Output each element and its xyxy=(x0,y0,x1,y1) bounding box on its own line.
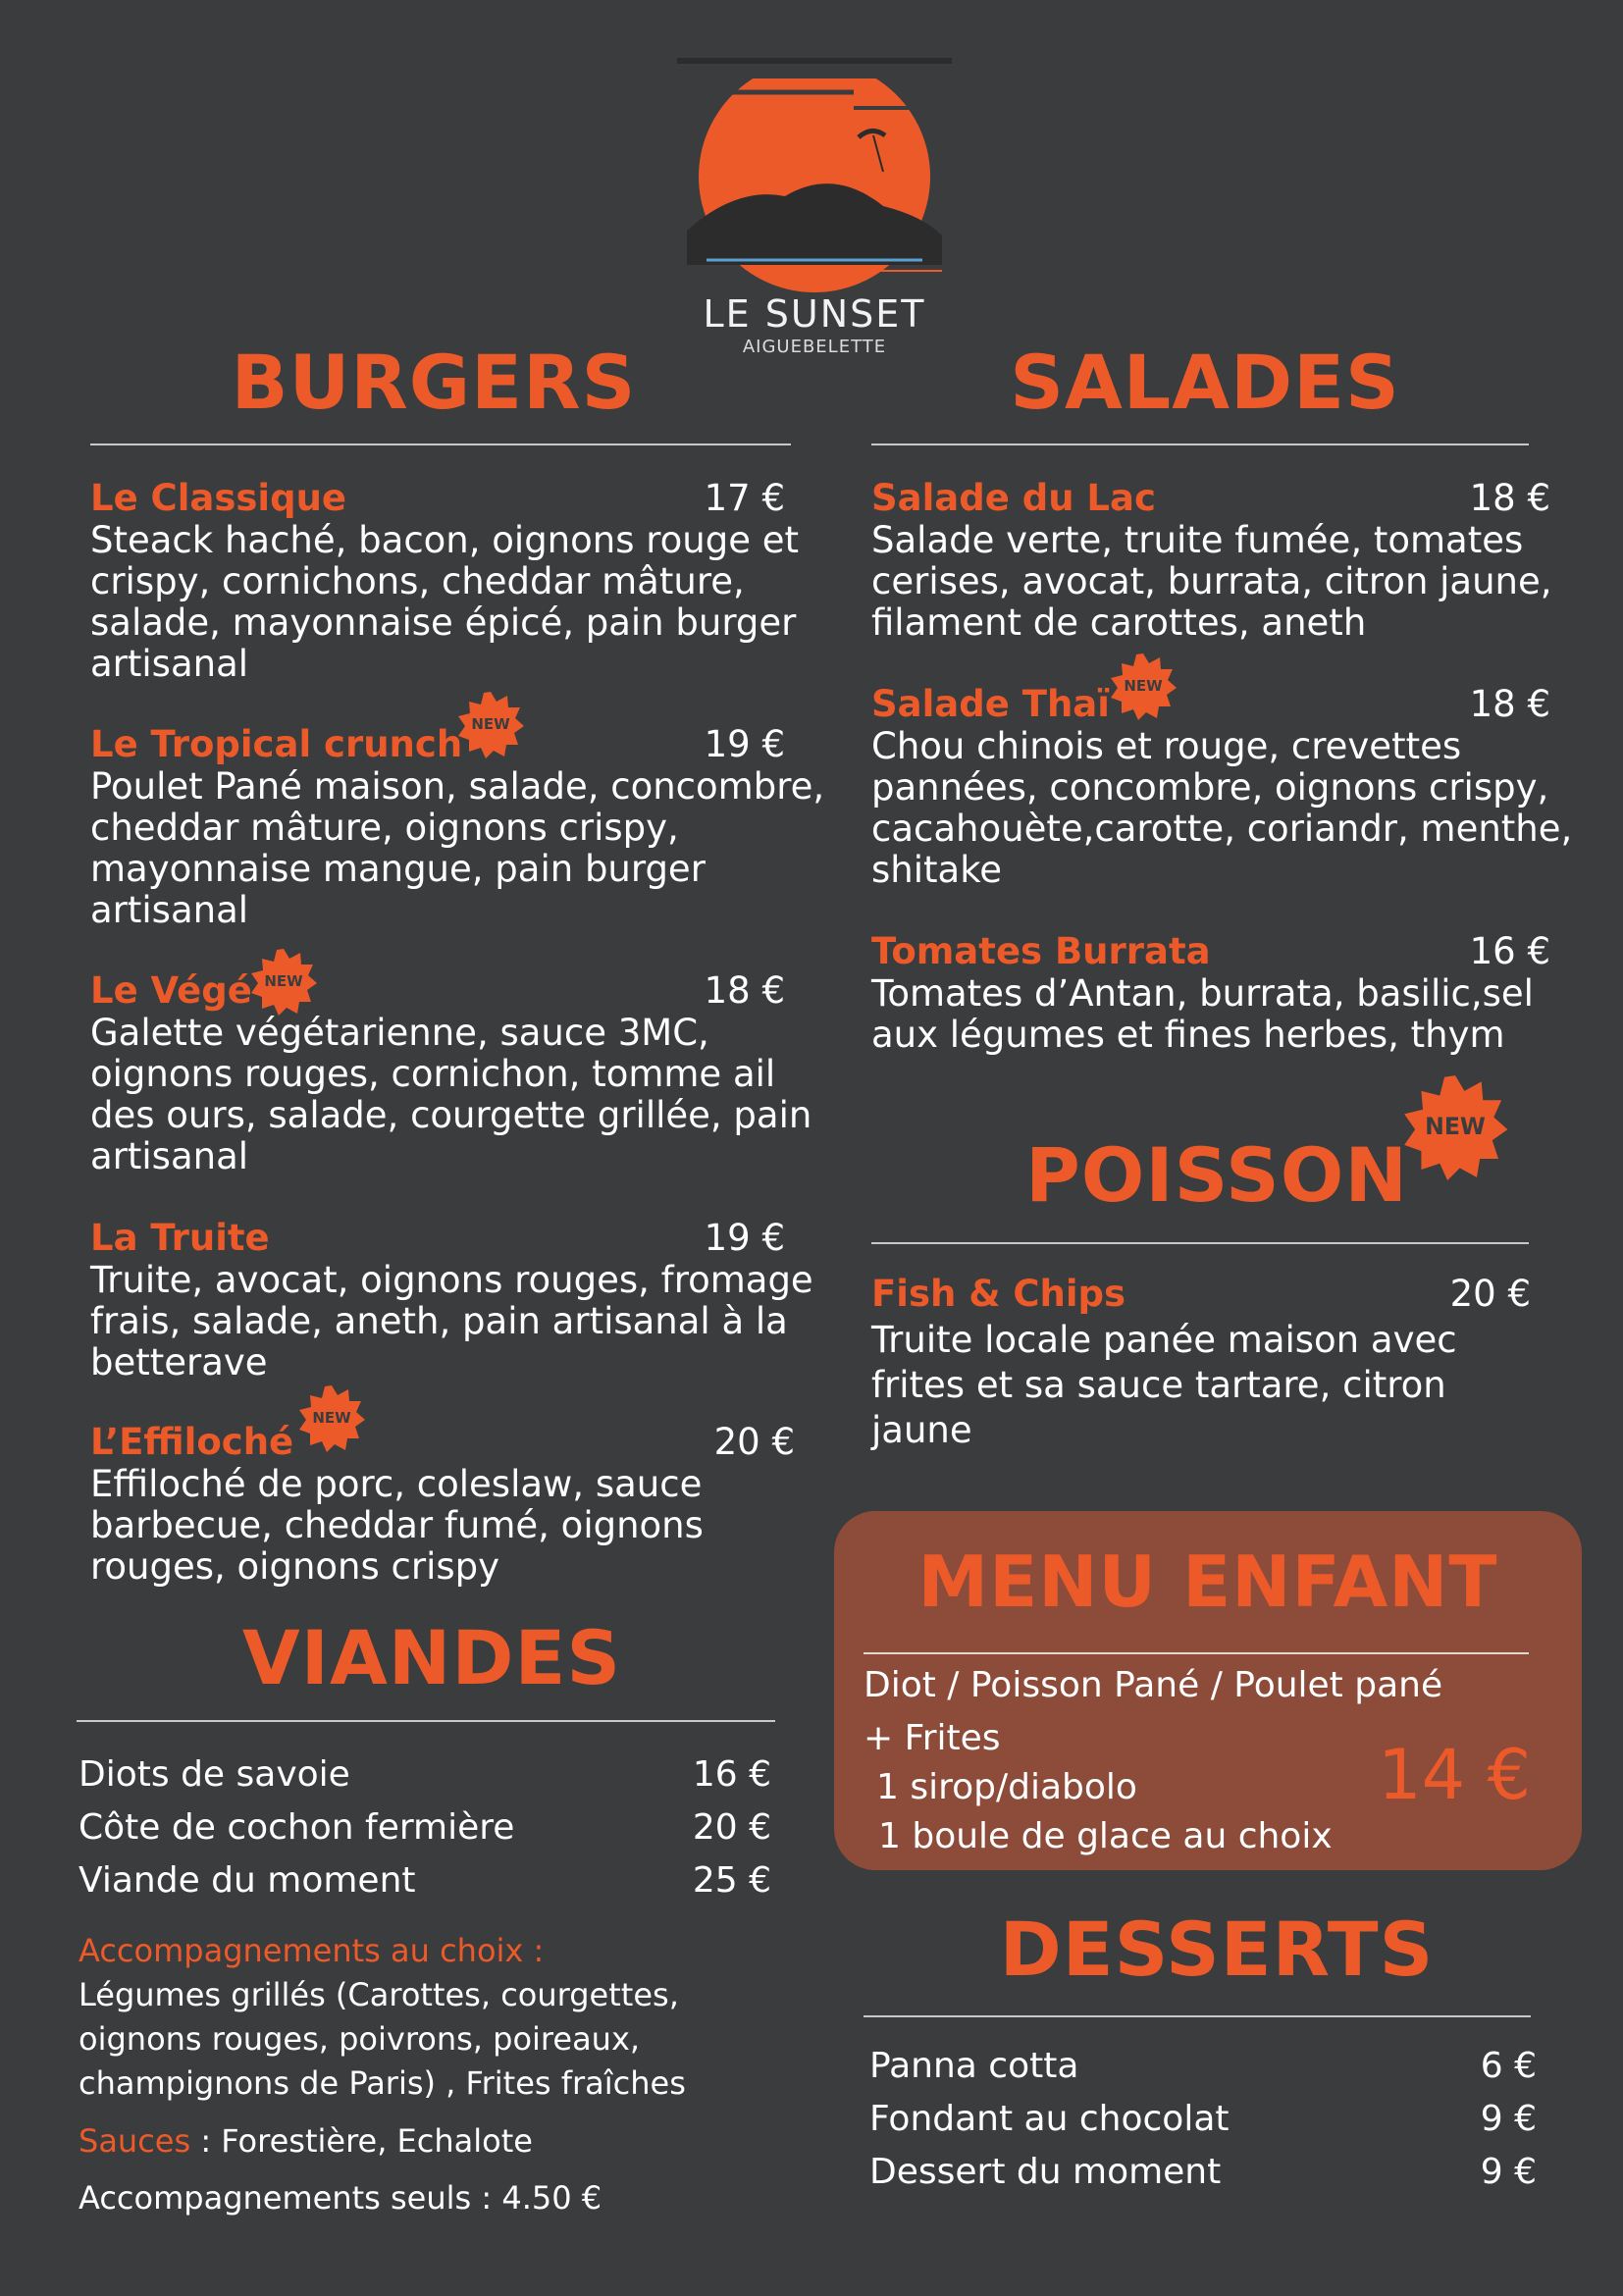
sauces-line xyxy=(79,2119,533,2164)
brand-name: LE SUNSET xyxy=(703,292,926,336)
desserts-divider xyxy=(864,2015,1531,2017)
viandes-title: VIANDES xyxy=(241,1614,622,1701)
row-price: 9 € xyxy=(1480,2152,1537,2192)
item-desc: Tomates d’Antan, burrata, basilic,sel aux légumes et fines herbes, thym xyxy=(871,972,1534,1056)
row-price: 16 € xyxy=(692,1754,771,1795)
row-price: 9 € xyxy=(1480,2099,1537,2139)
logo xyxy=(648,39,981,363)
row-name: Panna cotta xyxy=(869,2046,1079,2086)
item-desc: Salade verte, truite fumée, tomates cerises, avocat, burrata, citron jaune, filament de carottes, aneth xyxy=(871,519,1552,644)
brand-place: AIGUEBELETTE xyxy=(742,337,887,357)
new-badge-icon xyxy=(297,1383,366,1456)
badge-text: NEW xyxy=(1425,1112,1486,1140)
item-price: 20 € xyxy=(713,1421,795,1463)
item-name: Le Végé xyxy=(90,969,252,1012)
poisson-divider xyxy=(871,1242,1529,1244)
item-price: 19 € xyxy=(704,1217,785,1259)
item-name: Tomates Burrata xyxy=(871,930,1211,972)
menu-enfant-title: MENU ENFANT xyxy=(917,1540,1498,1623)
item-price: 17 € xyxy=(704,477,785,519)
salades-title: SALADES xyxy=(1010,339,1400,426)
item-name: La Truite xyxy=(90,1217,270,1259)
sunset-logo-icon xyxy=(648,39,981,294)
item-desc: Poulet Pané maison, salade, concombre, cheddar mâture, oignons crispy, mayonnaise mangue, pain burger artisanal xyxy=(90,765,825,931)
item-price: 16 € xyxy=(1469,930,1550,972)
item-name: L’Effiloché xyxy=(90,1421,294,1463)
item-desc: Galette végétarienne, sauce 3MC, oignons rouges, cornichon, tomme ail des ours, salade, courgette grillée, pain artisanal xyxy=(90,1012,812,1177)
row-price: 20 € xyxy=(692,1807,771,1848)
accompagnements-label: Accompagnements au choix : xyxy=(79,1932,545,1969)
row-name: Dessert du moment xyxy=(869,2152,1222,2192)
viandes-divider xyxy=(77,1720,775,1722)
item-desc: Truite, avocat, oignons rouges, fromage frais, salade, aneth, pain artisanal à la betterave xyxy=(90,1259,813,1383)
item-name: Fish & Chips xyxy=(871,1273,1126,1315)
accompagnements-seuls: Accompagnements seuls : 4.50 € xyxy=(79,2179,602,2217)
burgers-title: BURGERS xyxy=(231,339,637,426)
item-name: Salade Thaï xyxy=(871,683,1110,725)
row-name: Fondant au chocolat xyxy=(869,2099,1230,2139)
item-desc: Chou chinois et rouge, crevettes pannées, concombre, oignons crispy, cacahouète,carotte, coriandr, menthe, shitake xyxy=(871,725,1573,891)
desserts-title: DESSERTS xyxy=(999,1905,1435,1993)
item-name: Le Classique xyxy=(90,477,347,519)
sauces-text: : Forestière, Echalote xyxy=(190,2122,533,2160)
item-desc: Effiloché de porc, coleslaw, sauce barbecue, cheddar fumé, oignons rouges, oignons crispy xyxy=(90,1463,704,1588)
poisson-title: POISSON xyxy=(1025,1131,1408,1219)
new-badge-icon xyxy=(249,947,318,1019)
item-price: 19 € xyxy=(704,723,785,765)
item-name: Le Tropical crunch xyxy=(90,723,463,765)
menu-enfant-line3: 1 sirop/diabolo xyxy=(876,1767,1137,1807)
row-price: 25 € xyxy=(692,1860,771,1901)
item-desc: Steack haché, bacon, oignons rouge et crispy, cornichons, cheddar mâture, salade, mayonnaise épicé, pain burger artisanal xyxy=(90,519,800,685)
item-price: 18 € xyxy=(1469,477,1550,519)
new-badge-icon xyxy=(456,690,525,762)
item-name: Salade du Lac xyxy=(871,477,1156,519)
row-name: Viande du moment xyxy=(79,1860,416,1901)
new-badge-icon xyxy=(1401,1072,1509,1184)
menu-enfant-line1: Diot / Poisson Pané / Poulet pané xyxy=(864,1665,1443,1705)
badge-text: NEW xyxy=(471,715,510,733)
badge-text: NEW xyxy=(1124,677,1163,695)
menu-enfant-divider xyxy=(864,1652,1529,1654)
item-desc: Truite locale panée maison avec frites et sa sauce tartare, citron jaune xyxy=(871,1319,1457,1451)
menu-enfant-price: 14 € xyxy=(1378,1735,1531,1815)
badge-text: NEW xyxy=(312,1409,351,1427)
salades-divider xyxy=(871,444,1529,445)
accompagnements-text: Légumes grillés (Carottes, courgettes, oignons rouges, poivrons, poireaux, champignons de Paris) , Frites fraîches xyxy=(79,1976,686,2102)
item-price: 20 € xyxy=(1449,1273,1531,1315)
menu-enfant-line2: + Frites xyxy=(864,1718,1001,1758)
row-name: Diots de savoie xyxy=(79,1754,350,1795)
row-price: 6 € xyxy=(1480,2046,1537,2086)
new-badge-icon xyxy=(1109,652,1178,724)
item-price: 18 € xyxy=(704,969,785,1012)
sauces-label: Sauces xyxy=(79,2122,191,2160)
row-name: Côte de cochon fermière xyxy=(79,1807,515,1848)
item-price: 18 € xyxy=(1469,683,1550,725)
menu-enfant-line4: 1 boule de glace au choix xyxy=(878,1816,1333,1856)
badge-text: NEW xyxy=(264,972,303,990)
burgers-divider xyxy=(90,444,791,445)
